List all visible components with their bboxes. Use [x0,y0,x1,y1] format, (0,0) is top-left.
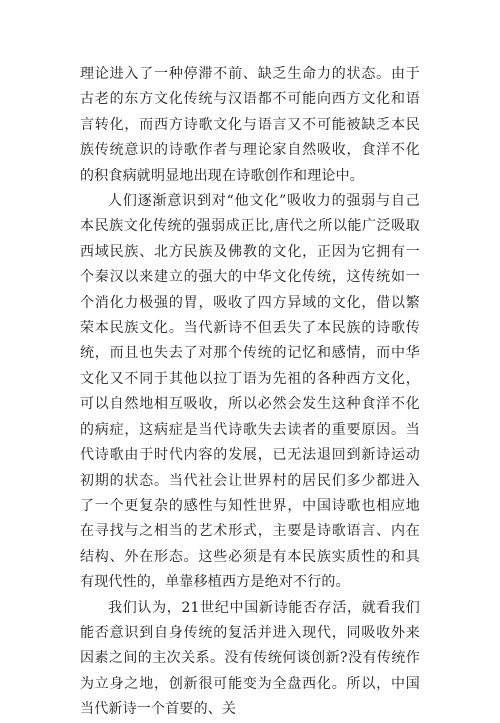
paragraph-1: 理论进入了一种停滞不前、缺乏生命力的状态。由于古老的东方文化传统与汉语都不可能向西方文化和语言转化，而西方诗歌文化与语言又不可能被缺乏本民族传统意识的诗歌作者与理论家自然吸收，食洋不化的积食病就明显地出现在诗歌创作和理论中。 [80,66,420,184]
paragraph-2: 人们逐渐意识到对“他文化”吸收力的强弱与自己本民族文化传统的强弱成正比,唐代之所以能广泛吸取西域民族、北方民族及佛教的文化，正因为它拥有一个秦汉以来建立的强大的中华文化传统，这传统如一个消化力极强的胃，吸收了四方异域的文化，借以繁荣本民族文化。当代新诗不但丢失了本民族的诗歌传统，而且也失去了对那个传统的记忆和感情，而中华文化又不同于其他以拉丁语为先祖的各种西方文化，可以自然地相互吸收，所以必然会发生这种食洋不化的病症，这病症是当代诗歌失去读者的重要原因。当代诗歌由于时代内容的发展，已无法退回到新诗运动初期的状态。当代社会让世界村的居民们多少都进入了一个更复杂的感性与知性世界，中国诗歌也相应地在寻找与之相当的艺术形式，主要是诗歌语言、内在结构、外在形态。这些必须是有本民族实质性的和具有现代性的，单靠移植西方是绝对不行的。 [80,193,420,591]
document-body [80,62,420,723]
paragraph-3: 我们认为，21世纪中国新诗能否存活，就看我们能否意识到自身传统的复活并进入现代，同吸收外来因素之间的主次关系。没有传统何谈创新?没有传统作为立身之地，创新很可能变为全盘西化。所以，中国当代新诗一个首要的、关 [80,599,420,718]
